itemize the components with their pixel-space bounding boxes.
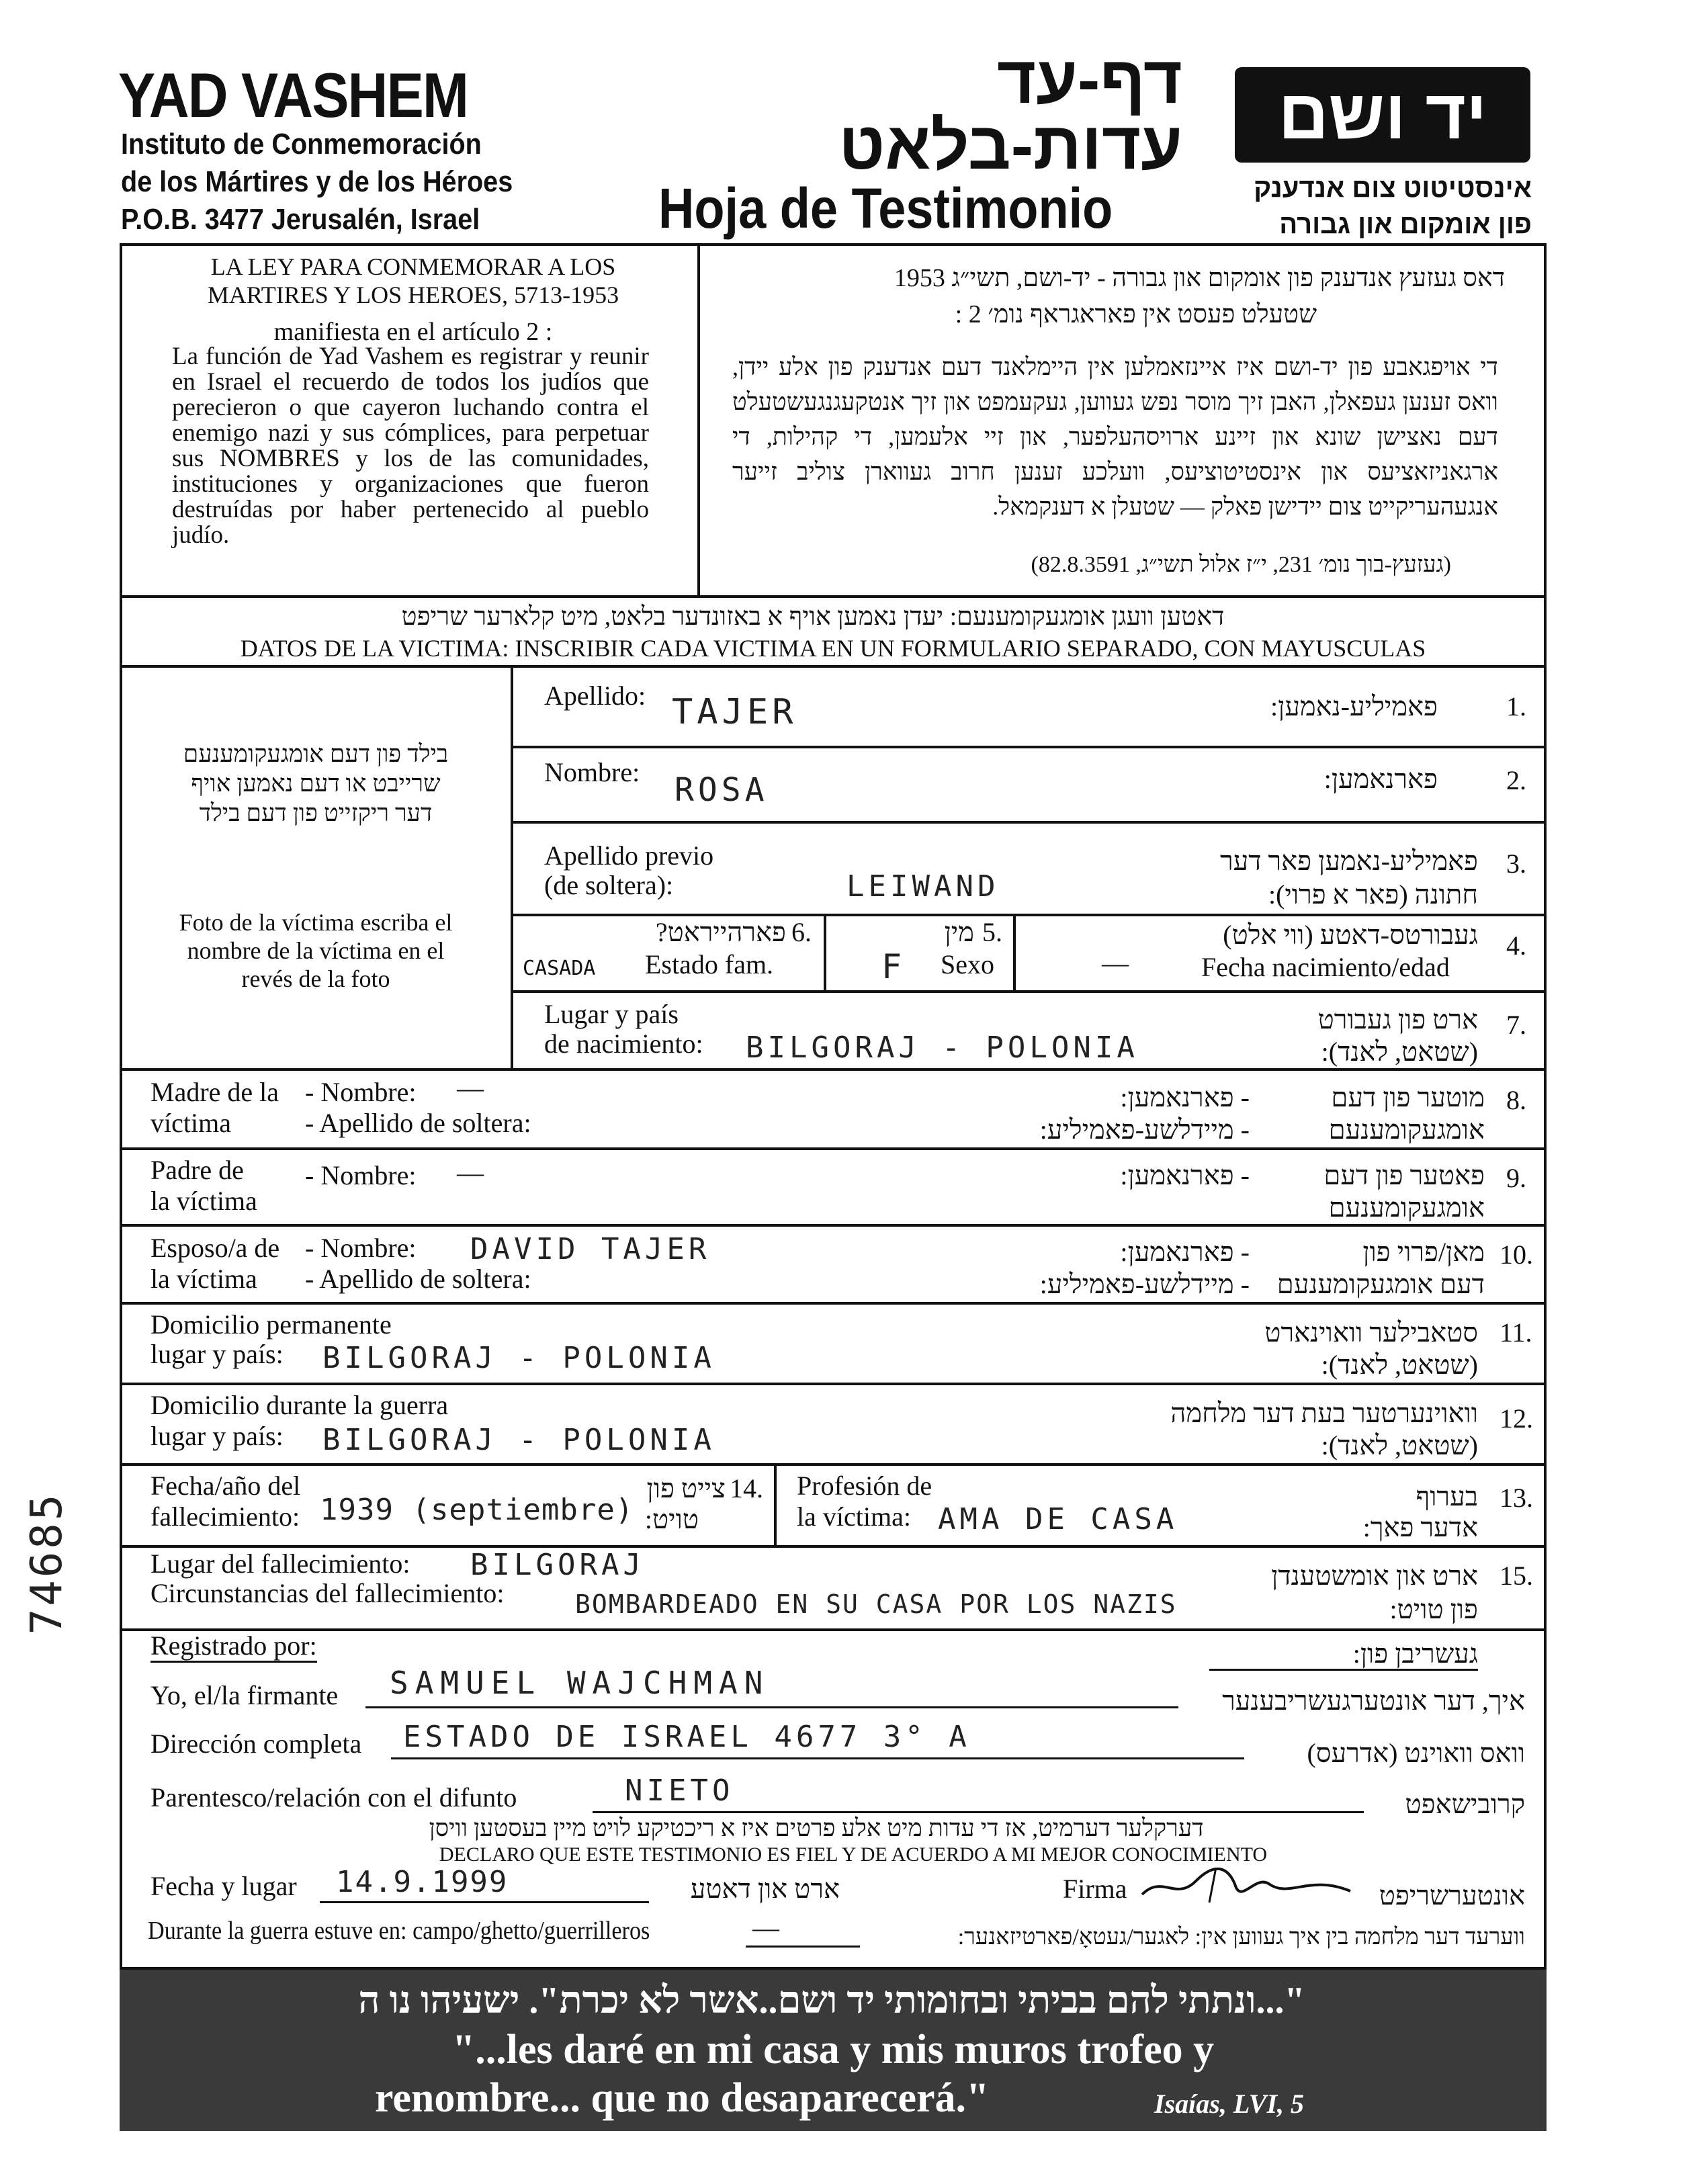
maiden-label-2: (de soltera): bbox=[544, 870, 674, 900]
cell-divider bbox=[774, 1463, 777, 1545]
row-rule bbox=[120, 1545, 1547, 1548]
yiddish-org-1: אינסטיטוט צום אנדענק bbox=[1254, 173, 1532, 203]
law-yi-title-2: שטעלט פעסט אין פאראגראף נומ׳ 2 : bbox=[955, 300, 1317, 329]
birthplace-label-yi-2: (שטאט, לאנד): bbox=[1321, 1037, 1478, 1067]
war-status-line bbox=[746, 1946, 860, 1948]
relation-label: Parentesco/relación con el difunto bbox=[150, 1782, 517, 1812]
cell-divider bbox=[1013, 914, 1016, 990]
signer-label-yi: איך, דער אונטערגעשריבענער bbox=[1222, 1686, 1525, 1716]
yiddish-org-2: פון אומקום און גבורה bbox=[1279, 210, 1532, 239]
row-rule bbox=[120, 1628, 1547, 1631]
signer-value[interactable]: SAMUEL WAJCHMAN bbox=[390, 1665, 770, 1701]
residence-label-1: Domicilio permanente bbox=[150, 1309, 392, 1340]
victim-header-es: DATOS DE LA VICTIMA: INSCRIBIR CADA VICTIMA EN UN FORMULARIO SEPARADO, CON MAYUSCULAS bbox=[240, 635, 1426, 662]
mother-maiden-label: - Apellido de soltera: bbox=[305, 1108, 531, 1138]
law-es-title-3: manifiesta en el artículo 2 : bbox=[273, 318, 553, 346]
maiden-value[interactable]: LEIWAND bbox=[846, 869, 1000, 904]
mother-label-2: víctima bbox=[150, 1108, 231, 1138]
first-name-number: 2. bbox=[1506, 765, 1526, 795]
father-label-yi-1: פאטער פון דעם bbox=[1323, 1160, 1485, 1190]
birthplace-label-2: de nacimiento: bbox=[544, 1029, 703, 1059]
death-place-label-yi-1: ארט און אומשטענדן bbox=[1271, 1561, 1478, 1591]
profession-label-2: la víctima: bbox=[797, 1501, 911, 1532]
law-bottom-rule bbox=[120, 595, 1547, 598]
quote-reference: Isaías, LVI, 5 bbox=[1154, 2089, 1305, 2119]
row-rule bbox=[511, 746, 1547, 748]
spouse-name-value[interactable]: DAVID TAJER bbox=[470, 1232, 711, 1266]
maiden-label-yi-2: חתונה (פאר א פרוי): bbox=[1268, 879, 1478, 910]
registered-by-label: Registrado por: bbox=[150, 1631, 317, 1663]
war-residence-value[interactable]: BILGORAJ - POLONIA bbox=[322, 1423, 715, 1457]
victim-header-yi: דאטען וועגן אומגעקומענעם: יעדן נאמען אויף א באזונדער בלאט, מיט קלארער שריפט bbox=[401, 603, 1225, 631]
father-label-2: la víctima bbox=[150, 1186, 257, 1216]
birth-number: 4. bbox=[1506, 930, 1526, 961]
residence-number: 11. bbox=[1500, 1317, 1532, 1348]
relation-line bbox=[593, 1811, 1364, 1813]
quote-yi: "...ונתתי להם בביתי ובחומותי יד ושם..אשר לא יכרת". ישעיהו נו ה bbox=[358, 1980, 1305, 2021]
address-label-yi: וואס וואוינט (אדרעס) bbox=[1307, 1738, 1525, 1768]
org-line-1: Instituto de Conmemoración bbox=[121, 128, 482, 161]
margin-archive-number: 74685 bbox=[22, 1491, 72, 1635]
death-date-label-2: fallecimiento: bbox=[150, 1501, 300, 1532]
death-date-label-yi-2: טויט: bbox=[644, 1504, 699, 1534]
father-name-value[interactable]: — bbox=[457, 1157, 484, 1188]
photo-instructions-es: Foto de la víctima escriba el nombre de la víctima en el revés de la foto bbox=[179, 909, 453, 992]
photo-divider bbox=[511, 665, 513, 1068]
death-date-value[interactable]: 1939 (septiembre) bbox=[320, 1493, 634, 1527]
maiden-number: 3. bbox=[1506, 848, 1526, 879]
mother-name-label-yi: - פארנאמען: bbox=[1120, 1082, 1250, 1112]
death-circumstances-value[interactable]: BOMBARDEADO EN SU CASA POR LOS NAZIS bbox=[575, 1589, 1177, 1619]
first-name-value[interactable]: ROSA bbox=[675, 771, 769, 809]
row-rule bbox=[120, 1068, 1547, 1071]
marital-number: 6. bbox=[791, 917, 812, 947]
org-name: YAD VASHEM bbox=[118, 60, 468, 130]
org-address: P.O.B. 3477 Jerusalén, Israel bbox=[121, 203, 480, 236]
signature-mark bbox=[1135, 1861, 1357, 1908]
residence-label-yi-2: (שטאט, לאנד): bbox=[1321, 1350, 1478, 1380]
date-place-label-yi: ארט און דאטע bbox=[690, 1874, 840, 1904]
war-residence-label-yi-2: (שטאט, לאנד): bbox=[1321, 1430, 1478, 1460]
row-rule bbox=[120, 1463, 1547, 1466]
law-yi-body: די אויפגאבע פון יד-ושם איז איינזאמלען אין היימלאנד דעם אנדענק פון אלע יידן, וואס זענען געפאלן, האבן זיך מוסר נפש געווען, געקעמפט און זיך אנטקעגנגעשטעלט דעם נאצישן שונא און זיינע ארויסהעלפער, און זיי אלעמען, די קהילות, די ארגאניזאציעס און אינסטיטוציעס, וועלכע זענען חרוב געווארן צוליב זייער אנגעהעריקייט צום יידישן פאלק — שטעלן א דענקמאל. bbox=[732, 353, 1498, 520]
father-name-label-yi: - פארנאמען: bbox=[1120, 1160, 1250, 1190]
signer-label: Yo, el/la firmante bbox=[150, 1680, 339, 1710]
spouse-name-label-yi: - פארנאמען: bbox=[1120, 1237, 1250, 1267]
father-number: 9. bbox=[1506, 1163, 1526, 1193]
birthplace-number: 7. bbox=[1506, 1010, 1526, 1040]
maiden-label-1: Apellido previo bbox=[544, 840, 714, 871]
signer-line bbox=[365, 1706, 1178, 1708]
sex-label-yi: מין bbox=[944, 917, 974, 947]
marital-value[interactable]: CASADA bbox=[523, 957, 596, 980]
birth-label-yi: געבורטס-דאטע (ווי אלט) bbox=[1223, 920, 1478, 950]
row-rule bbox=[120, 1302, 1547, 1305]
profession-label-yi-2: אדער פאך: bbox=[1362, 1512, 1478, 1542]
address-label: Dirección completa bbox=[150, 1729, 362, 1759]
birth-value[interactable]: — bbox=[1102, 948, 1129, 978]
declaration-es: DECLARO QUE ESTE TESTIMONIO ES FIEL Y DE ACUERDO A MI MEJOR CONOCIMIENTO bbox=[439, 1843, 1268, 1866]
law-yi-title-1: דאס געזעץ אנדענק פון אומקום און גבורה - יד-ושם, תשי״ג 1953 bbox=[894, 264, 1505, 292]
mother-maiden-label-yi: - מיידלשע-פאמיליע: bbox=[1039, 1115, 1250, 1145]
birthplace-value[interactable]: BILGORAJ - POLONIA bbox=[746, 1031, 1139, 1065]
war-status-label-yi: ווערעד דער מלחמה בין איך געווען אין: לאגער/געטאָ/פארטיזאנער: bbox=[957, 1925, 1525, 1950]
yiddish-title-1: דף-עד bbox=[996, 42, 1182, 118]
yiddish-title-2: עדות-בלאט bbox=[838, 108, 1182, 183]
surname-value[interactable]: TAJER bbox=[672, 692, 797, 732]
surname-label-yi: פאמיליע-נאמען: bbox=[1270, 691, 1438, 722]
date-place-label: Fecha y lugar bbox=[150, 1871, 297, 1901]
spouse-label-2: la víctima bbox=[150, 1264, 257, 1294]
spouse-label-yi-1: מאן/פרוי פון bbox=[1362, 1237, 1485, 1267]
mother-name-value[interactable]: — bbox=[457, 1073, 484, 1103]
war-status-value[interactable]: — bbox=[752, 1913, 779, 1943]
row-rule bbox=[120, 1224, 1547, 1227]
mother-name-label: - Nombre: bbox=[305, 1077, 417, 1107]
residence-value[interactable]: BILGORAJ - POLONIA bbox=[322, 1341, 715, 1375]
profession-label-1: Profesión de bbox=[797, 1471, 932, 1501]
war-residence-label-1: Domicilio durante la guerra bbox=[150, 1390, 449, 1420]
registered-by-label-yi: געשריבן פון: bbox=[1209, 1639, 1478, 1671]
spouse-number: 10. bbox=[1500, 1239, 1533, 1270]
death-place-label: Lugar del fallecimiento: bbox=[150, 1548, 410, 1579]
father-name-label: - Nombre: bbox=[305, 1160, 417, 1190]
birthplace-label-1: Lugar y país bbox=[544, 999, 679, 1029]
sex-number: 5. bbox=[982, 917, 1002, 947]
war-status-label: Durante la guerra estuve en: campo/ghetto/guerrilleros bbox=[148, 1917, 650, 1945]
relation-label-yi: קרובישאפט bbox=[1405, 1789, 1525, 1819]
law-es-title-2: MARTIRES Y LOS HEROES, 5713-1953 bbox=[207, 281, 619, 308]
row-rule bbox=[511, 914, 1547, 916]
address-line bbox=[391, 1757, 1244, 1759]
war-residence-number: 12. bbox=[1500, 1403, 1533, 1434]
org-line-2: de los Mártires y de los Héroes bbox=[121, 165, 513, 198]
photo-instructions-yi: בילד פון דעם אומגעקומענעם שרייבט או דעם נאמען אויף דער ריקזייט פון דעם בילד bbox=[183, 740, 449, 826]
mother-number: 8. bbox=[1506, 1085, 1526, 1115]
residence-label-yi-1: סטאבילער וואוינארט bbox=[1264, 1317, 1478, 1348]
war-residence-label-2: lugar y país: bbox=[150, 1421, 284, 1451]
marital-label: Estado fam. bbox=[645, 949, 774, 979]
marital-label-yi: פארהייראט? bbox=[655, 917, 786, 947]
law-es-body: La función de Yad Vashem es registrar y reunir en Israel el recuerdo de todos los judíos que perecieron o que cayeron luchando contra el enemigo nazi y sus cómplices, para perpetuar sus NOMBRES y los de las comunidades, instituciones y organizaciones que fueron destruídas por haber pertenecido al pueblo judío. bbox=[172, 343, 649, 549]
death-place-value[interactable]: BILGORAJ bbox=[470, 1548, 645, 1582]
spouse-label-1: Esposo/a de bbox=[150, 1233, 280, 1263]
death-date-label-yi-1: צייט פון bbox=[646, 1473, 726, 1503]
mother-label-yi-1: מוטער פון דעם bbox=[1331, 1082, 1485, 1112]
address-value[interactable]: ESTADO DE ISRAEL 4677 3° A bbox=[403, 1720, 971, 1754]
first-name-label-yi: פארנאמען: bbox=[1323, 764, 1438, 794]
quote-es-line-2: renombre... que no desaparecerá." bbox=[375, 2075, 990, 2121]
spouse-maiden-label: - Apellido de soltera: bbox=[305, 1264, 531, 1294]
cell-divider bbox=[824, 914, 826, 990]
signature-label: Firma bbox=[1063, 1874, 1127, 1904]
mother-label-yi-2: אומגעקומענעם bbox=[1328, 1115, 1485, 1145]
date-place-value[interactable]: 14.9.1999 bbox=[336, 1865, 509, 1899]
sex-label: Sexo bbox=[941, 949, 994, 979]
spouse-name-label: - Nombre: bbox=[305, 1233, 417, 1263]
victim-header-rule bbox=[120, 665, 1547, 668]
logo-text: יד ושם bbox=[1278, 75, 1487, 154]
maiden-label-yi-1: פאמיליע-נאמען פאר דער bbox=[1219, 846, 1478, 876]
death-place-label-yi-2: פון טויט: bbox=[1389, 1594, 1478, 1624]
declaration-yi: דערקלער דערמיט, אז די עדות מיט אלע פרטים איז א ריכטיקע לויט מיין בעסטען וויסן bbox=[429, 1815, 1204, 1841]
death-date-label-1: Fecha/año del bbox=[150, 1471, 301, 1501]
yad-vashem-logo bbox=[1235, 67, 1530, 163]
birthplace-label-yi-1: ארט פון געבורט bbox=[1317, 1004, 1478, 1035]
row-rule bbox=[511, 990, 1547, 993]
death-place-number: 15. bbox=[1500, 1561, 1533, 1591]
spouse-maiden-label-yi: - מיידלשע-פאמיליע: bbox=[1039, 1269, 1250, 1299]
surname-label: Apellido: bbox=[544, 681, 646, 711]
row-rule bbox=[120, 1147, 1547, 1150]
residence-label-2: lugar y país: bbox=[150, 1339, 284, 1369]
spanish-title: Hoja de Testimonio bbox=[658, 177, 1113, 240]
war-residence-label-yi-1: וואוינערטער בעת דער מלחמה bbox=[1170, 1398, 1478, 1428]
surname-number: 1. bbox=[1506, 691, 1526, 722]
row-rule bbox=[511, 821, 1547, 824]
profession-number: 13. bbox=[1500, 1483, 1533, 1513]
law-yi-reference: (געזעץ-בוך נומ׳ 231, י״ז אלול תשי״ג, 82.8.3591) bbox=[1031, 552, 1451, 577]
sex-value[interactable]: F bbox=[881, 947, 906, 986]
signature-label-yi: אונטערשריפט bbox=[1379, 1880, 1525, 1911]
profession-value[interactable]: AMA DE CASA bbox=[938, 1502, 1178, 1536]
death-circumstances-label: Circunstancias del fallecimiento: bbox=[150, 1578, 505, 1608]
birth-label: Fecha nacimiento/edad bbox=[1201, 952, 1450, 982]
death-date-number: 14. bbox=[730, 1473, 763, 1503]
spouse-label-yi-2: דעם אומגעקומענעם bbox=[1276, 1269, 1485, 1299]
mother-label-1: Madre de la bbox=[150, 1077, 279, 1107]
date-place-line bbox=[320, 1901, 649, 1903]
law-es-title-1: LA LEY PARA CONMEMORAR A LOS bbox=[210, 253, 616, 280]
quote-banner bbox=[120, 1970, 1547, 2131]
first-name-label: Nombre: bbox=[544, 757, 640, 787]
law-divider bbox=[697, 243, 700, 598]
father-label-1: Padre de bbox=[150, 1155, 244, 1185]
relation-value[interactable]: NIETO bbox=[625, 1774, 734, 1808]
profession-label-yi-1: בערוף bbox=[1416, 1481, 1478, 1512]
photo-box bbox=[134, 672, 504, 1061]
father-label-yi-2: אומגעקומענעם bbox=[1328, 1192, 1485, 1223]
quote-es-line-1: "...les daré en mi casa y mis muros trofeo y bbox=[451, 2027, 1215, 2072]
row-rule bbox=[120, 1383, 1547, 1385]
